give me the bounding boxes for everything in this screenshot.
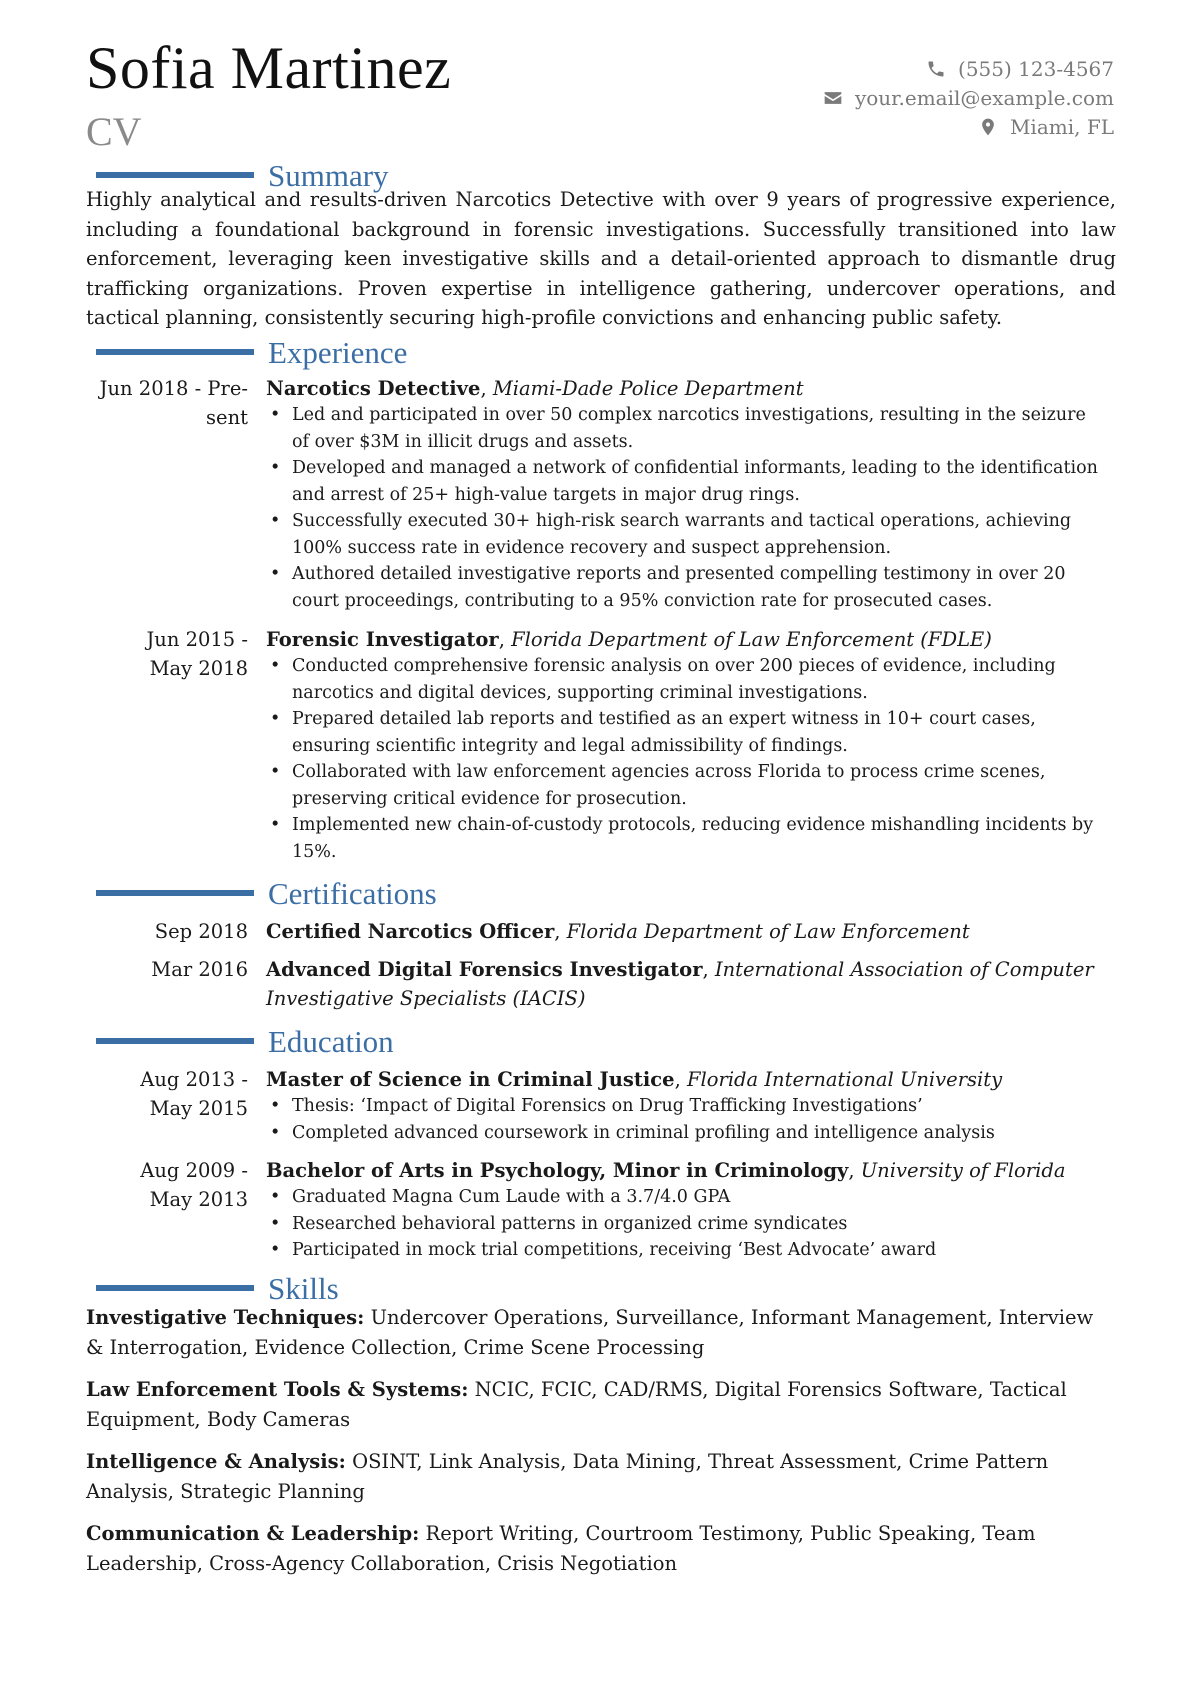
- person-name: Sofia Martinez: [86, 35, 452, 101]
- skill-list: NCIC, FCIC, CAD/RMS, Digital Forensics Software, Tactical Equipment, Body Cameras: [86, 1378, 1067, 1431]
- experience-title: Narcotics Detective, Miami-Dade Police Department: [266, 377, 804, 400]
- section-accent-bar: [96, 349, 254, 355]
- experience-title: Forensic Investigator, Florida Department of Law Enforcement (FDLE): [266, 628, 992, 651]
- list-item: • Collaborated with law enforcement agencies across Florida to process crime scenes, preserving critical evidence for prosecution.: [266, 759, 1106, 812]
- institution: Florida International University: [686, 1068, 1003, 1091]
- skill-group: [86, 1519, 1116, 1578]
- experience-bullets: [266, 653, 1106, 865]
- section-accent-bar: [96, 1038, 254, 1044]
- list-item: • Prepared detailed lab reports and testified as an expert witness in 10+ court cases, ensuring scientific integrity and legal admissibility of findings.: [266, 706, 1106, 759]
- envelope-icon: [823, 88, 843, 108]
- section-title: Skills: [268, 1270, 339, 1306]
- skill-label: Intelligence & Analysis:: [86, 1450, 346, 1473]
- contact-phone: [823, 54, 1114, 83]
- experience-date: [86, 625, 248, 683]
- education-title: Bachelor of Arts in Psychology, Minor in Criminology, University of Florida: [266, 1159, 1066, 1182]
- list-item: • Participated in mock trial competitions, receiving ‘Best Advocate’ award: [266, 1237, 1106, 1264]
- skill-list: Undercover Operations, Surveillance, Informant Management, Interview & Interrogation, Evidence Collection, Crime Scene Processing: [86, 1306, 1094, 1359]
- employer: Florida Department of Law Enforcement (FDLE): [511, 628, 992, 651]
- map-pin-icon: [978, 117, 998, 137]
- list-item: • Developed and managed a network of confidential informants, leading to the identification and arrest of 25+ high-value targets in major drug rings.: [266, 455, 1106, 508]
- contact-email: [823, 83, 1114, 112]
- education-date: [86, 1065, 248, 1123]
- date-line: Jun 2015 -: [146, 628, 248, 651]
- education-bullets: [266, 1184, 1106, 1264]
- list-item: • Implemented new chain-of-custody protocols, reducing evidence mishandling incidents by 15%.: [266, 812, 1106, 865]
- section-experience-heading: [96, 334, 407, 370]
- date-line: Jun 2018 - Pre-: [99, 377, 248, 400]
- phone-icon: [926, 59, 946, 79]
- section-title: Summary: [268, 157, 389, 193]
- contact-location: [823, 112, 1114, 141]
- summary-paragraph: Highly analytical and results-driven Narcotics Detective with over 9 years of progressive experience, including a foundational background in forensic investigations. Successfully transitioned into law enforcement, leveraging keen investigative skills and a detail-oriented approach to dismantle drug trafficking organizations. Proven expertise in intelligence gathering, undercover operations, and tactical planning, consistently securing high-profile convictions and enhancing public safety.: [86, 188, 1116, 329]
- section-accent-bar: [96, 172, 254, 178]
- cert-name: Certified Narcotics Officer: [266, 920, 555, 943]
- date-line: May 2015: [149, 1097, 248, 1120]
- education-title: Master of Science in Criminal Justice, Florida International University: [266, 1068, 1003, 1091]
- date-line: May 2013: [149, 1188, 248, 1211]
- cert-name: Advanced Digital Forensics Investigator: [266, 958, 703, 981]
- cert-issuer: International Association of Computer Investigative Specialists (IACIS): [266, 958, 1094, 1010]
- degree: Master of Science in Criminal Justice: [266, 1068, 675, 1091]
- experience-date: [86, 374, 248, 432]
- date-line: May 2018: [149, 657, 248, 680]
- certification-title: Certified Narcotics Officer, Florida Department of Law Enforcement: [266, 920, 970, 943]
- date-line: Aug 2009 -: [140, 1159, 248, 1182]
- section-accent-bar: [96, 890, 254, 896]
- list-item: • Authored detailed investigative reports and presented compelling testimony in over 20 court proceedings, contributing to a 95% conviction rate for prosecuted cases.: [266, 561, 1106, 614]
- skill-group: [86, 1303, 1116, 1362]
- contact-block: [823, 54, 1114, 141]
- list-item: • Led and participated in over 50 complex narcotics investigations, resulting in the seizure of over $3M in illicit drugs and assets.: [266, 402, 1106, 455]
- section-title: Certifications: [268, 875, 437, 911]
- date-line: sent: [206, 406, 248, 429]
- education-date: [86, 1156, 248, 1214]
- skill-list: OSINT, Link Analysis, Data Mining, Threat Assessment, Crime Pattern Analysis, Strategic Planning: [86, 1450, 1049, 1503]
- skill-group: [86, 1375, 1116, 1434]
- email-text: your.email@example.com: [854, 85, 1114, 110]
- section-accent-bar: [96, 1285, 254, 1291]
- job-title: Forensic Investigator: [266, 628, 499, 651]
- list-item: • Conducted comprehensive forensic analysis on over 200 pieces of evidence, including narcotics and digital devices, supporting criminal investigations.: [266, 653, 1106, 706]
- list-item: • Successfully executed 30+ high-risk search warrants and tactical operations, achieving 100% success rate in evidence recovery and suspect apprehension.: [266, 508, 1106, 561]
- education-bullets: [266, 1093, 1106, 1146]
- section-skills-heading: [96, 1270, 339, 1306]
- list-item: • Graduated Magna Cum Laude with a 3.7/4.0 GPA: [266, 1184, 1106, 1211]
- skill-label: Investigative Techniques:: [86, 1306, 365, 1329]
- job-title: Narcotics Detective: [266, 377, 481, 400]
- list-item: • Thesis: ‘Impact of Digital Forensics on Drug Trafficking Investigations’: [266, 1093, 1106, 1120]
- list-item: • Completed advanced coursework in criminal profiling and intelligence analysis: [266, 1120, 1106, 1147]
- degree: Bachelor of Arts in Psychology, Minor in Criminology: [266, 1159, 849, 1182]
- list-item: • Researched behavioral patterns in organized crime syndicates: [266, 1211, 1106, 1238]
- certification-title: Advanced Digital Forensics Investigator, International Association of Computer Investigative Specialists (IACIS): [266, 958, 1094, 1010]
- phone-text: (555) 123-4567: [958, 56, 1114, 81]
- date-line: Aug 2013 -: [140, 1068, 248, 1091]
- certification-date: Sep 2018: [154, 920, 248, 943]
- cert-issuer: Florida Department of Law Enforcement: [566, 920, 970, 943]
- skill-label: Communication & Leadership:: [86, 1522, 420, 1545]
- certification-date: Mar 2016: [151, 958, 248, 981]
- location-text: Miami, FL: [1009, 114, 1114, 139]
- document-subtitle: CV: [86, 109, 142, 154]
- experience-bullets: [266, 402, 1106, 614]
- section-title: Experience: [268, 334, 408, 370]
- employer: Miami-Dade Police Department: [492, 377, 804, 400]
- section-title: Education: [268, 1023, 394, 1059]
- institution: University of Florida: [860, 1159, 1066, 1182]
- section-education-heading: [96, 1023, 394, 1059]
- skill-group: [86, 1447, 1116, 1506]
- skill-label: Law Enforcement Tools & Systems:: [86, 1378, 469, 1401]
- section-certifications-heading: [96, 875, 437, 911]
- skill-list: Report Writing, Courtroom Testimony, Public Speaking, Team Leadership, Cross-Agency Collaboration, Crisis Negotiation: [86, 1522, 1036, 1575]
